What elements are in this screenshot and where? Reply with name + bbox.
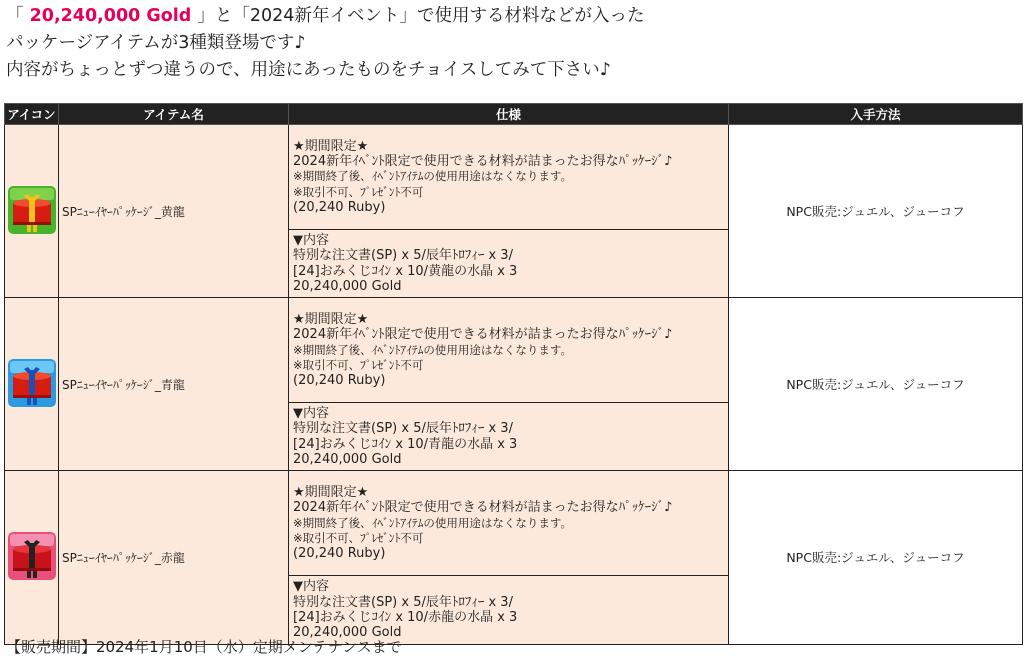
- header-spec: 仕様: [289, 104, 729, 125]
- contents-title: ▼内容: [293, 406, 329, 422]
- table-row: [5, 298, 1023, 403]
- blue-dragon-package-icon: [8, 359, 56, 407]
- icon-cell: [5, 125, 59, 298]
- spec-line-1: 2024新年ｲﾍﾞﾝﾄ限定で使用できる材料が詰まったお得なﾊﾟｯｹｰｼﾞ♪: [293, 500, 673, 516]
- spec-line-2: ※期間終了後、ｲﾍﾞﾝﾄｱｲﾃﾑの使用用途はなくなります。: [293, 169, 572, 184]
- contents-line-2: [24]おみくじｺｲﾝ x 10/赤龍の水晶 x 3: [293, 609, 518, 625]
- sales-period: 【販売期間】2024年1月10日（水）定期メンテナンスまで: [6, 638, 402, 656]
- spec-price: (20,240 Ruby): [293, 546, 386, 562]
- contents-description: [289, 576, 729, 644]
- spec-description: [289, 471, 729, 576]
- intro-bracket-open: 「: [6, 6, 24, 26]
- intro-line-2: パッケージアイテムが3種類登場です♪: [6, 33, 306, 53]
- header-icon: アイコン: [5, 104, 59, 125]
- contents-line-2: [24]おみくじｺｲﾝ x 10/黄龍の水晶 x 3: [293, 263, 518, 279]
- spec-price: (20,240 Ruby): [293, 199, 386, 215]
- package-items-table: [4, 103, 1023, 645]
- spec-price: (20,240 Ruby): [293, 373, 386, 389]
- contents-line-1: 特別な注文書(SP) x 5/辰年ﾄﾛﾌｨｰ x 3/: [293, 248, 513, 264]
- acquisition-method: NPC販売:ジュエル、ジューコフ: [729, 298, 1023, 471]
- intro-text: [6, 3, 644, 84]
- contents-title: ▼内容: [293, 233, 329, 248]
- acquisition-method: NPC販売:ジュエル、ジューコフ: [729, 125, 1023, 298]
- table-row: [5, 471, 1023, 576]
- contents-line-1: 特別な注文書(SP) x 5/辰年ﾄﾛﾌｨｰ x 3/: [293, 421, 513, 437]
- table-header-row: [5, 104, 1023, 125]
- spec-title: ★期間限定★: [293, 485, 369, 501]
- spec-description: [289, 125, 729, 230]
- table-row: [5, 125, 1023, 230]
- item-name: SPﾆｭｰｲﾔｰﾊﾟｯｹｰｼﾞ_黄龍: [59, 125, 289, 298]
- spec-title: ★期間限定★: [293, 311, 369, 327]
- contents-title: ▼内容: [293, 579, 329, 595]
- acquisition-method: NPC販売:ジュエル、ジューコフ: [729, 471, 1023, 644]
- spec-line-2: ※期間終了後、ｲﾍﾞﾝﾄｱｲﾃﾑの使用用途はなくなります。: [293, 342, 572, 357]
- contents-line-1: 特別な注文書(SP) x 5/辰年ﾄﾛﾌｨｰ x 3/: [293, 594, 513, 610]
- item-name: SPﾆｭｰｲﾔｰﾊﾟｯｹｰｼﾞ_赤龍: [59, 471, 289, 644]
- contents-description: [289, 230, 729, 298]
- header-acquisition: 入手方法: [729, 104, 1023, 125]
- icon-cell: [5, 471, 59, 644]
- spec-line-3: ※取引不可、ﾌﾟﾚｾﾞﾝﾄ不可: [293, 531, 424, 546]
- spec-line-2: ※期間終了後、ｲﾍﾞﾝﾄｱｲﾃﾑの使用用途はなくなります。: [293, 515, 572, 530]
- spec-description: [289, 298, 729, 403]
- header-item-name: アイテム名: [59, 104, 289, 125]
- yellow-dragon-package-icon: [8, 186, 56, 234]
- spec-line-1: 2024新年ｲﾍﾞﾝﾄ限定で使用できる材料が詰まったお得なﾊﾟｯｹｰｼﾞ♪: [293, 327, 673, 343]
- spec-title: ★期間限定★: [293, 138, 369, 154]
- contents-line-3: 20,240,000 Gold: [293, 625, 402, 641]
- intro-line-1: [6, 3, 644, 30]
- contents-line-3: 20,240,000 Gold: [293, 452, 402, 468]
- red-dragon-package-icon: [8, 532, 56, 580]
- icon-cell: [5, 298, 59, 471]
- contents-line-3: 20,240,000 Gold: [293, 278, 402, 294]
- item-name: SPﾆｭｰｲﾔｰﾊﾟｯｹｰｼﾞ_青龍: [59, 298, 289, 471]
- intro-line-3: 内容がちょっとずつ違うので、用途にあったものをチョイスしてみて下さい♪: [6, 60, 611, 80]
- spec-line-3: ※取引不可、ﾌﾟﾚｾﾞﾝﾄ不可: [293, 357, 424, 372]
- contents-line-2: [24]おみくじｺｲﾝ x 10/青龍の水晶 x 3: [293, 436, 518, 452]
- spec-line-1: 2024新年ｲﾍﾞﾝﾄ限定で使用できる材料が詰まったお得なﾊﾟｯｹｰｼﾞ♪: [293, 154, 673, 170]
- contents-description: [289, 403, 729, 471]
- spec-line-3: ※取引不可、ﾌﾟﾚｾﾞﾝﾄ不可: [293, 184, 424, 199]
- intro-line-1-rest: 」と「2024新年イベント」で使用する材料などが入った: [197, 6, 645, 26]
- gold-amount-highlight: 20,240,000 Gold: [23, 6, 198, 26]
